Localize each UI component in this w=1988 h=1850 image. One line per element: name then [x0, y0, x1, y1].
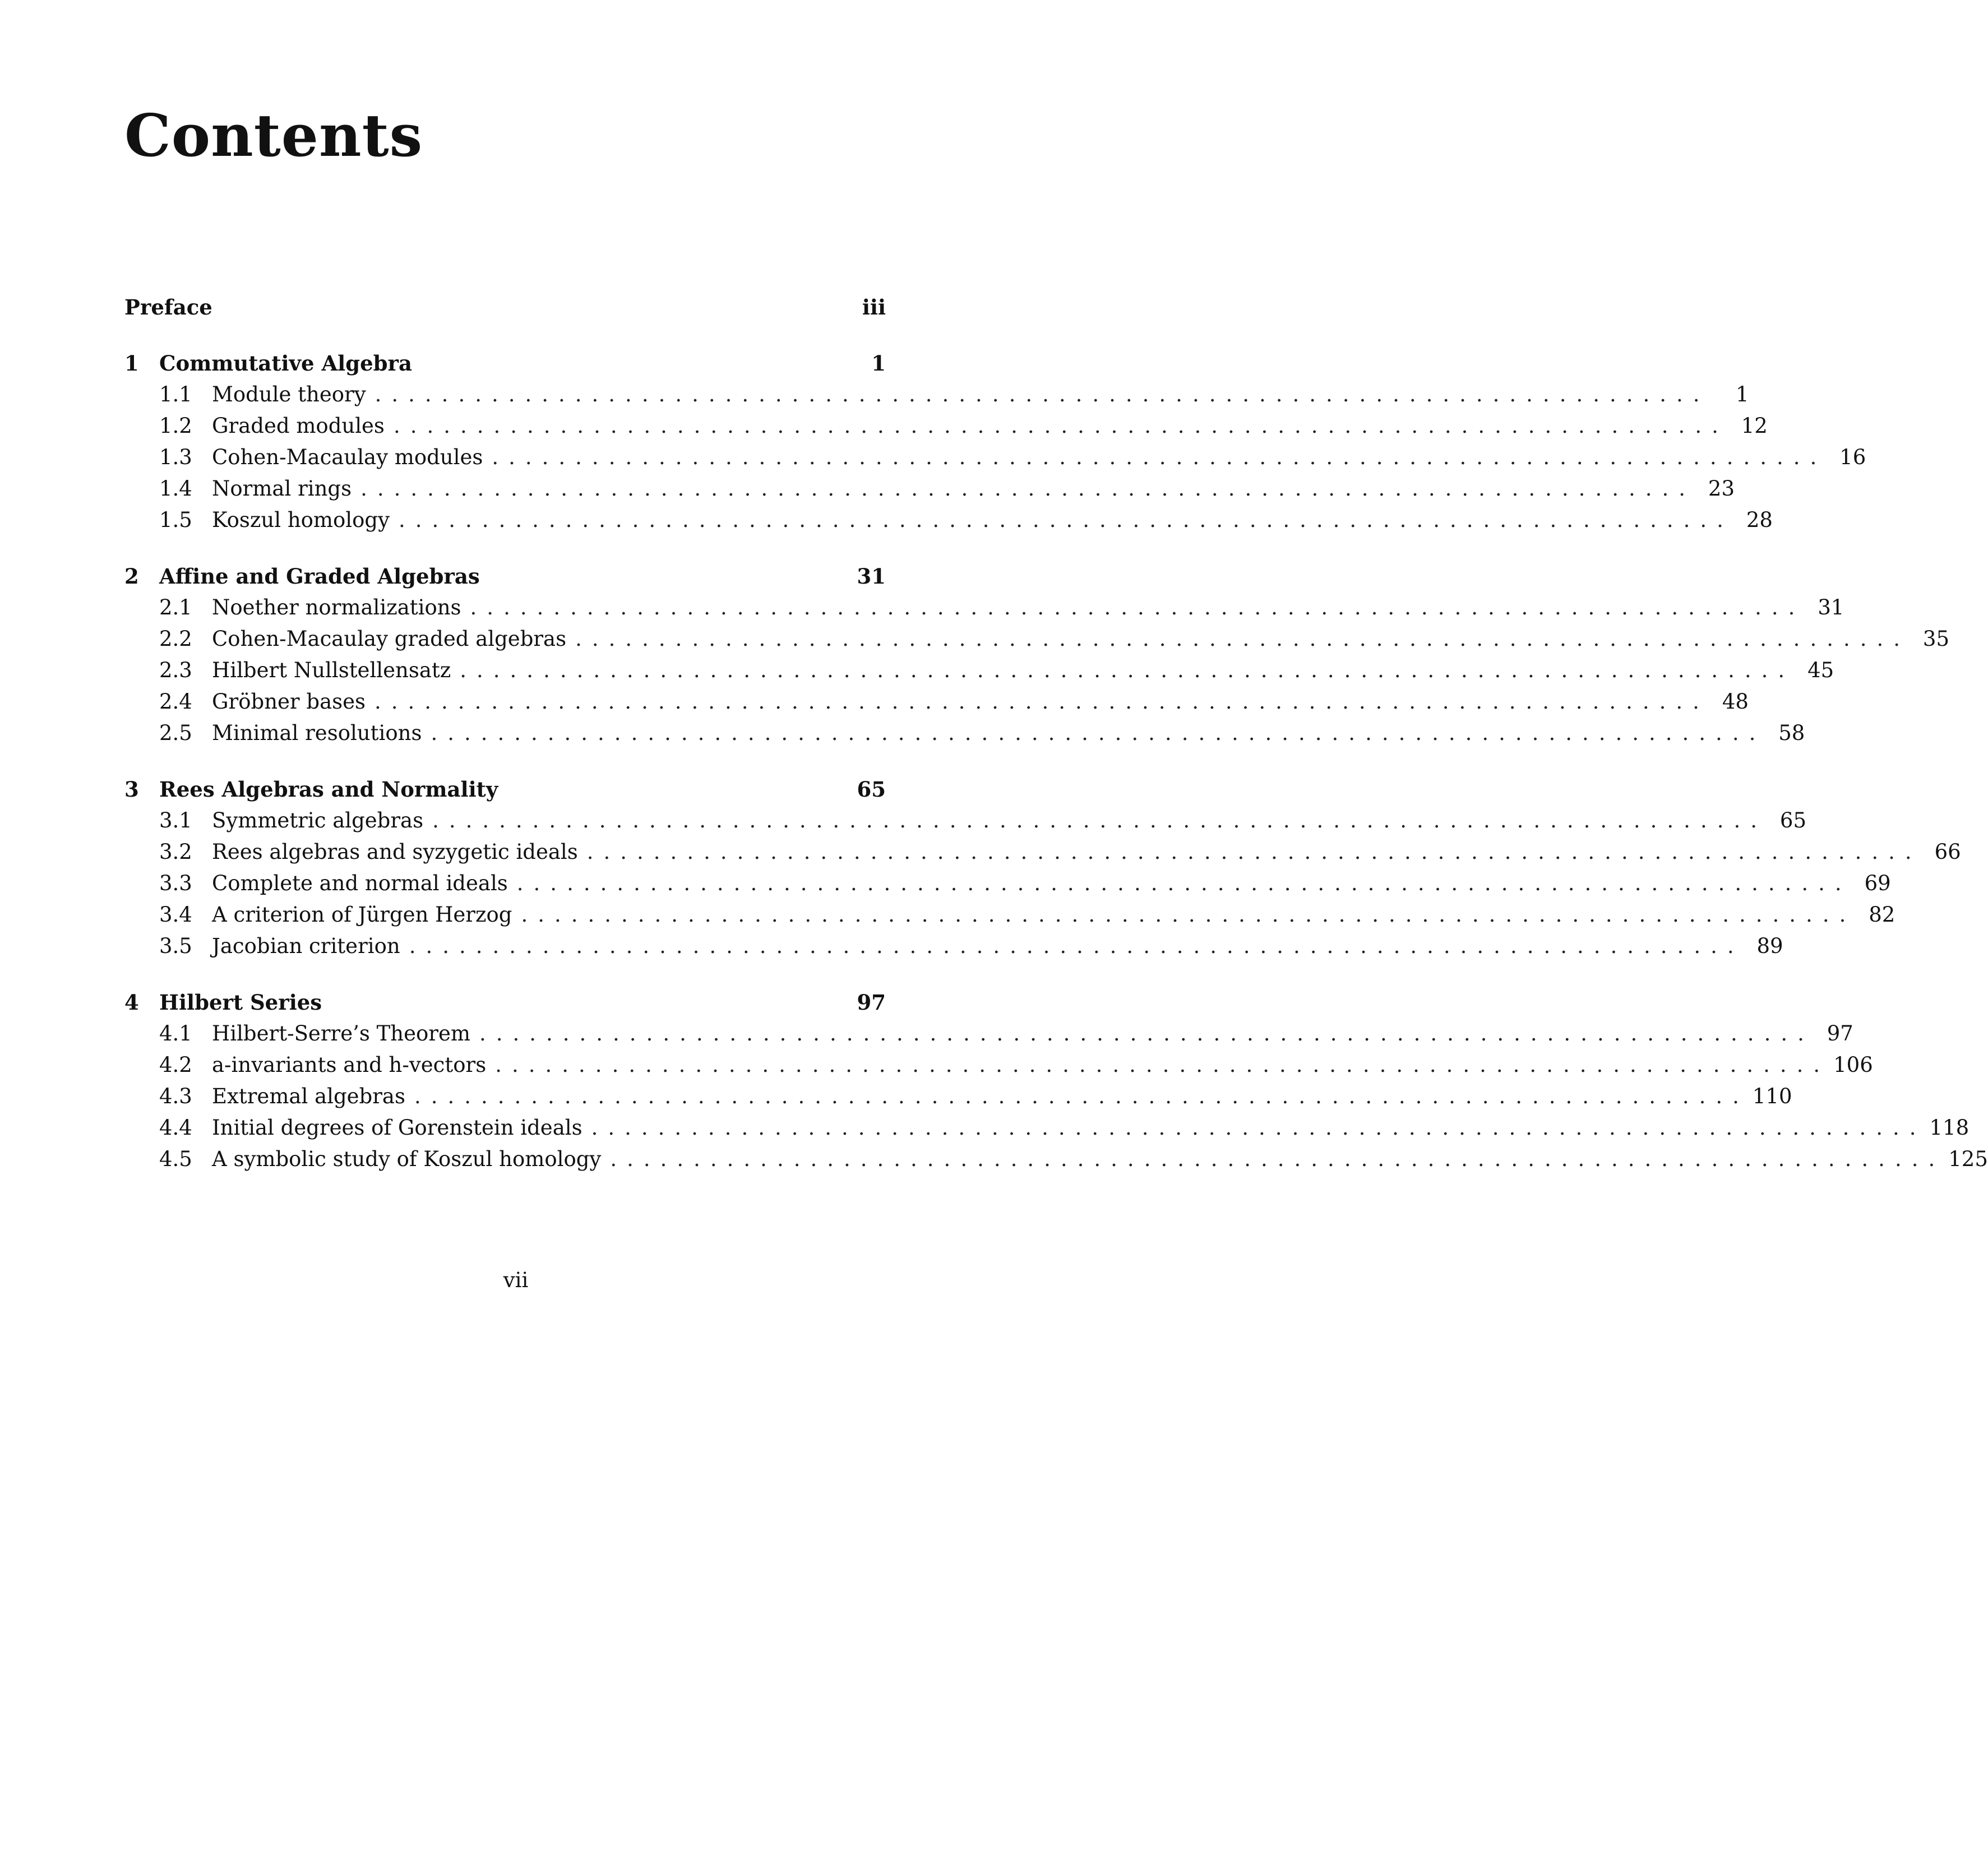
- section-page: 16: [1839, 445, 1866, 469]
- toc-section-3-2[interactable]: [124, 836, 1961, 868]
- toc-section-3-5[interactable]: [124, 931, 1783, 962]
- toc-section-2-3[interactable]: [124, 655, 1834, 686]
- dot-leader: ................................................................................: [414, 1084, 1749, 1108]
- section-title: Cohen-Macaulay graded algebras: [212, 627, 567, 651]
- section-number: 4.2: [159, 1053, 192, 1077]
- section-number: 4.5: [159, 1147, 192, 1171]
- section-title: Normal rings: [212, 477, 352, 501]
- preface-page: iii: [862, 295, 886, 320]
- section-page: 35: [1922, 627, 1950, 651]
- section-number: 2.5: [159, 721, 192, 745]
- chapter-number: 1: [124, 351, 139, 376]
- toc-section-3-4[interactable]: [124, 899, 1895, 931]
- toc-section-2-4[interactable]: [124, 686, 1749, 718]
- section-number: 2.2: [159, 627, 192, 651]
- section-title: Hilbert Nullstellensatz: [212, 658, 451, 682]
- section-title: Rees algebras and syzygetic ideals: [212, 840, 578, 864]
- dot-leader: ................................................................................: [460, 658, 1795, 682]
- dot-leader: ................................................................................: [399, 508, 1733, 532]
- section-number: 2.1: [159, 595, 192, 619]
- section-number: 3.3: [159, 871, 192, 895]
- chapter-title: Hilbert Series: [159, 990, 322, 1015]
- dot-leader: ................................................................................: [479, 1021, 1814, 1046]
- toc-section-4-2[interactable]: [124, 1049, 1873, 1081]
- section-page: 125: [1948, 1147, 1988, 1171]
- section-page: 66: [1934, 840, 1961, 864]
- section-number: 1.3: [159, 445, 192, 469]
- section-title: Extremal algebras: [212, 1084, 405, 1108]
- section-number: 3.2: [159, 840, 192, 864]
- section-title: Symmetric algebras: [212, 808, 424, 832]
- toc-section-4-5[interactable]: [124, 1144, 1988, 1175]
- section-number: 3.1: [159, 808, 192, 832]
- section-title: Graded modules: [212, 414, 385, 438]
- section-title: Koszul homology: [212, 508, 390, 532]
- section-number: 2.4: [159, 690, 192, 714]
- section-page: 31: [1818, 595, 1844, 619]
- section-title: Hilbert-Serre’s Theorem: [212, 1021, 470, 1046]
- dot-leader: ................................................................................: [492, 445, 1827, 469]
- section-page: 1: [1736, 382, 1749, 406]
- toc-section-3-1[interactable]: [124, 805, 1806, 836]
- dot-leader: ................................................................................: [575, 627, 1911, 651]
- section-number: 2.3: [159, 658, 192, 682]
- section-number: 1.2: [159, 414, 192, 438]
- toc-chapter-2[interactable]: [124, 561, 886, 592]
- section-page: 82: [1869, 903, 1895, 927]
- chapter-number: 3: [124, 777, 139, 802]
- section-number: 1.5: [159, 508, 192, 532]
- section-title: Noether normalizations: [212, 595, 461, 619]
- toc-section-1-1[interactable]: [124, 379, 1749, 410]
- section-page: 48: [1722, 690, 1749, 714]
- toc-section-2-5[interactable]: [124, 718, 1805, 749]
- section-number: 3.4: [159, 903, 192, 927]
- preface-title: Preface: [124, 295, 212, 320]
- section-page: 65: [1779, 808, 1806, 832]
- toc-section-1-3[interactable]: [124, 442, 1866, 473]
- section-page: 58: [1778, 721, 1805, 745]
- section-title: Complete and normal ideals: [212, 871, 508, 895]
- toc-section-2-2[interactable]: [124, 623, 1950, 655]
- section-page: 69: [1864, 871, 1891, 895]
- toc-entry-preface[interactable]: [124, 292, 886, 323]
- section-page: 89: [1756, 934, 1783, 958]
- toc-section-4-3[interactable]: [124, 1081, 1792, 1112]
- dot-leader: ................................................................................: [375, 690, 1709, 714]
- section-title: Module theory: [212, 382, 366, 406]
- dot-leader: ................................................................................: [516, 871, 1852, 895]
- section-number: 4.1: [159, 1021, 192, 1046]
- section-page: 45: [1807, 658, 1834, 682]
- chapter-title: Commutative Algebra: [159, 351, 412, 376]
- section-page: 110: [1752, 1084, 1792, 1108]
- toc-chapter-3[interactable]: [124, 774, 886, 805]
- section-title: Cohen-Macaulay modules: [212, 445, 483, 469]
- section-number: 3.5: [159, 934, 192, 958]
- dot-leader: ................................................................................: [360, 477, 1696, 501]
- chapter-number: 2: [124, 564, 139, 589]
- dot-leader: ................................................................................: [431, 721, 1766, 745]
- section-page: 12: [1741, 414, 1768, 438]
- section-title: Jacobian criterion: [212, 934, 400, 958]
- section-page: 118: [1929, 1116, 1969, 1140]
- dot-leader: ................................................................................: [393, 414, 1728, 438]
- toc-section-4-1[interactable]: [124, 1018, 1853, 1049]
- toc-section-1-5[interactable]: [124, 505, 1773, 536]
- section-title: A symbolic study of Koszul homology: [212, 1147, 602, 1171]
- toc-section-1-2[interactable]: [124, 410, 1768, 442]
- section-number: 1.1: [159, 382, 192, 406]
- chapter-page: 1: [871, 351, 886, 376]
- dot-leader: ................................................................................: [432, 808, 1767, 832]
- section-title: Gröbner bases: [212, 690, 366, 714]
- section-title: A criterion of Jürgen Herzog: [212, 903, 512, 927]
- dot-leader: ................................................................................: [375, 382, 1710, 406]
- section-title: Initial degrees of Gorenstein ideals: [212, 1116, 582, 1140]
- page-title: Contents: [124, 101, 423, 170]
- chapter-page: 65: [857, 777, 886, 802]
- dot-leader: ................................................................................: [521, 903, 1856, 927]
- chapter-number: 4: [124, 990, 139, 1015]
- chapter-title: Rees Algebras and Normality: [159, 777, 498, 802]
- dot-leader: ................................................................................: [470, 595, 1805, 619]
- dot-leader: ................................................................................: [610, 1147, 1945, 1171]
- section-title: a-invariants and h-vectors: [212, 1053, 487, 1077]
- section-title: Minimal resolutions: [212, 721, 422, 745]
- toc-chapter-1[interactable]: [124, 348, 886, 379]
- toc-section-4-4[interactable]: [124, 1112, 1969, 1144]
- dot-leader: ................................................................................: [591, 1116, 1926, 1140]
- chapter-page: 31: [857, 564, 886, 589]
- section-number: 4.3: [159, 1084, 192, 1108]
- section-number: 1.4: [159, 477, 192, 501]
- section-page: 106: [1833, 1053, 1873, 1077]
- dot-leader: ................................................................................: [586, 840, 1922, 864]
- chapter-title: Affine and Graded Algebras: [159, 564, 480, 589]
- toc-chapter-4[interactable]: [124, 987, 886, 1018]
- toc-section-3-3[interactable]: [124, 868, 1891, 899]
- table-of-contents: [124, 292, 1988, 1175]
- section-page: 28: [1746, 508, 1773, 532]
- dot-leader: ................................................................................: [409, 934, 1744, 958]
- page-number: vii: [503, 1268, 529, 1292]
- section-page: 97: [1827, 1021, 1853, 1046]
- dot-leader: ................................................................................: [495, 1053, 1830, 1077]
- section-number: 4.4: [159, 1116, 192, 1140]
- chapter-page: 97: [857, 990, 886, 1015]
- section-page: 23: [1708, 477, 1735, 501]
- toc-section-1-4[interactable]: [124, 473, 1735, 505]
- toc-section-2-1[interactable]: [124, 592, 1844, 623]
